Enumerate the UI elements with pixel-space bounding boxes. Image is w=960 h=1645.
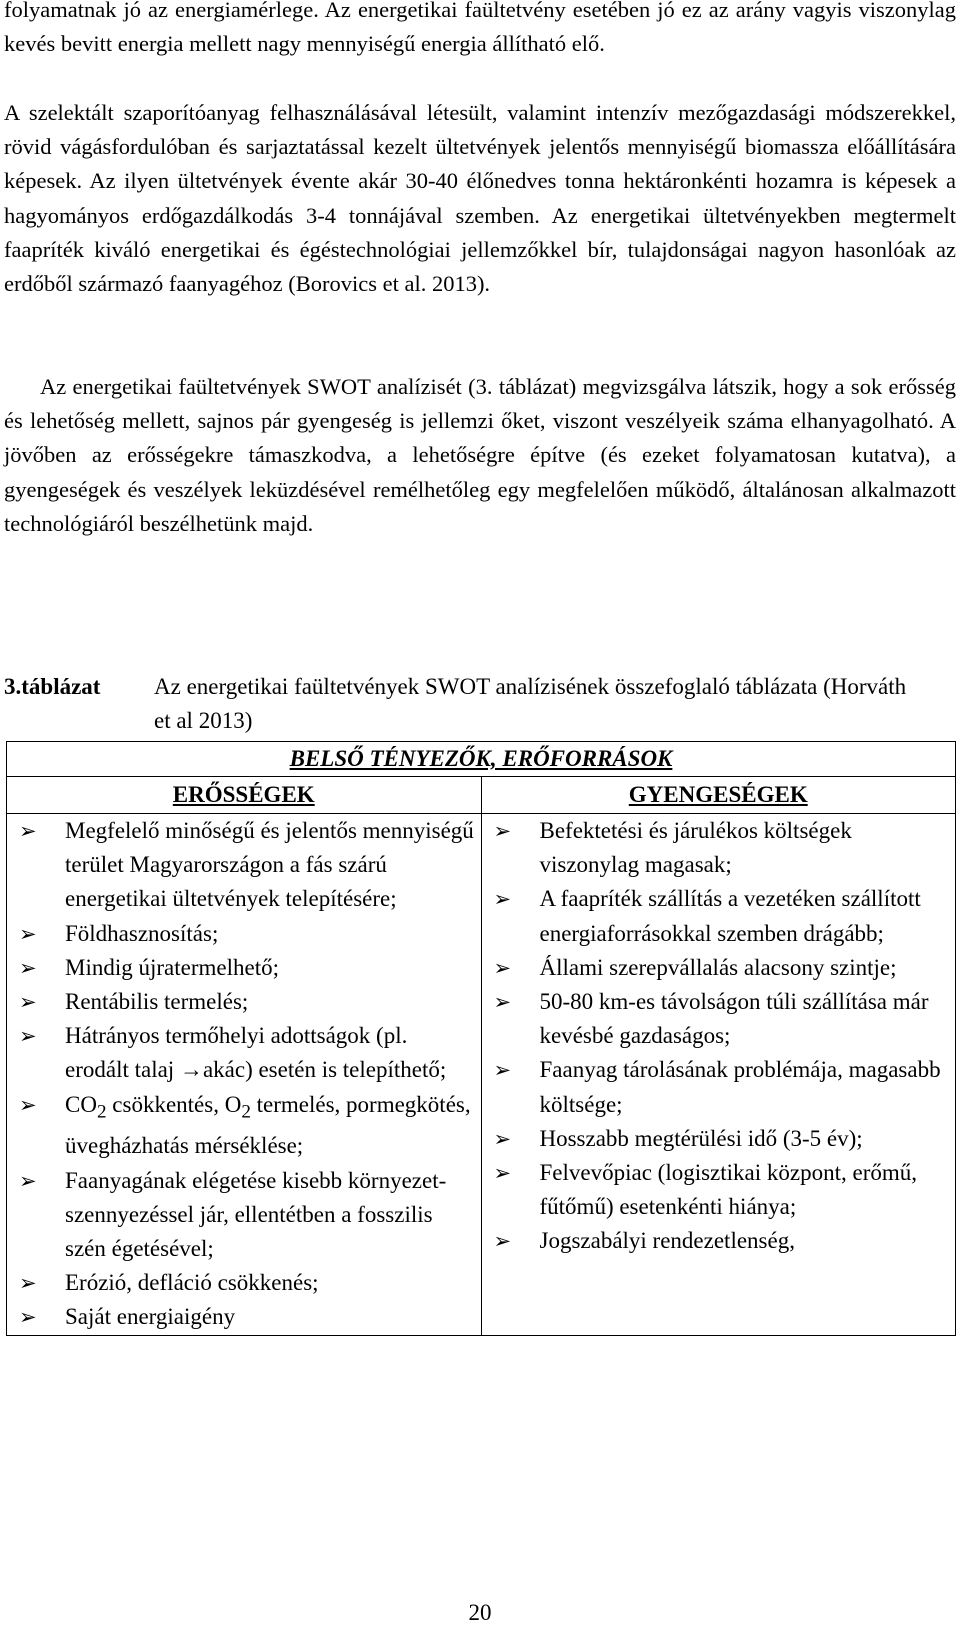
strengths-header: ERŐSSÉGEK	[7, 777, 482, 814]
weaknesses-list	[482, 814, 956, 1259]
table-caption-text: Az energetikai faültetvények SWOT analízisének összefoglaló táblázata (Horváth et al 2013)	[154, 674, 907, 733]
strength-item: ➢ $CO_2$ csökkentés, $O_2$ termelés, pormegkötés, üvegházhatás mérséklése;	[7, 1088, 475, 1164]
arrow-bullet-icon: ➢	[19, 921, 37, 946]
arrow-bullet-icon: ➢	[493, 1161, 512, 1186]
weakness-item: ➢ Hosszabb megtérülési idő (3-5 év);	[482, 1122, 950, 1156]
paragraph-swot-intro	[4, 370, 956, 541]
arrow-bullet-icon: ➢	[493, 887, 512, 912]
weaknesses-cell	[481, 814, 956, 1336]
weakness-item: ➢ Felvevőpiac (logisztikai központ, erőmű, fűtőmű) esetenkénti hiánya;	[482, 1156, 950, 1224]
swot-section-header: BELSŐ TÉNYEZŐK, ERŐFORRÁSOK	[7, 742, 956, 777]
weakness-item: ➢ Befektetési és járulékos költségek viszonylag magasak;	[482, 814, 950, 882]
arrow-bullet-icon: ➢	[493, 990, 512, 1015]
arrow-bullet-icon: ➢	[19, 1168, 37, 1193]
weakness-item: ➢ A faapríték szállítás a vezetéken szállított energiaforrásokkal szemben drágább;	[482, 882, 950, 950]
arrow-bullet-icon: ➢	[19, 1271, 37, 1296]
paragraph-plantations: A szelektált szaporítóanyag felhasználásával létesült, valamint intenzív mezőgazdasági módszerekkel, rövid vágásfordulóban és sarjaztatással kezelt ültetvények jelentős mennyiségű biomassza előállítására képesek. Az ilyen ültetvények évente akár 30-40 élőnedves tonna hektáronkénti hozamra is képesek a hagyományos erdőgazdálkodás 3-4 tonnájával szemben. Az energetikai ültetvényekben megtermelt faapríték kiváló energetikai és égéstechnológiai jellemzőkkel bír, tulajdonságai nagyon hasonlóak az erdőből származó faanyagéhoz (Borovics et al. 2013).	[4, 100, 956, 297]
arrow-bullet-icon: ➢	[493, 1126, 512, 1151]
weakness-item: ➢ Faanyag tárolásának problémája, magasabb költsége;	[482, 1053, 950, 1121]
paragraph-swot-intro-text: Az energetikai faültetvények SWOT analízisét (3. táblázat) megvizsgálva látszik, hogy a sok erősség és lehetőség mellett, sajnos pár gyengeség is jellemzi őket, viszont veszélyeik száma elhanyagolható. A jövőben az erősségekre támaszkodva, a lehetőségre építve (és ezeket folyamatosan kutatva), a gyengeségek és veszélyek leküzdésével remélhetőleg egy megfelelően működő, általánosan alkalmazott technológiáról beszélhetünk majd.	[4, 374, 956, 536]
weakness-item: ➢ 50-80 km-es távolságon túli szállítása már kevésbé gazdaságos;	[482, 985, 950, 1053]
weakness-item: ➢ Állami szerepvállalás alacsony szintje;	[482, 951, 950, 985]
arrow-bullet-icon: ➢	[493, 1058, 512, 1083]
arrow-bullet-icon: ➢	[19, 955, 37, 980]
arrow-bullet-icon: ➢	[493, 1229, 512, 1254]
table-caption-number: 3.táblázat	[4, 674, 101, 699]
arrow-bullet-icon: ➢	[19, 1024, 37, 1049]
weakness-item: ➢ Jogszabályi rendezetlenség,	[482, 1224, 950, 1258]
strength-item: ➢ Faanyagának elégetése kisebb környezet-szennyezéssel jár, ellentétben a fosszilis szén égetésével;	[7, 1164, 475, 1267]
strength-item: ➢ Mindig újratermelhető;	[7, 951, 475, 985]
arrow-bullet-icon: ➢	[493, 955, 512, 980]
swot-table	[6, 741, 956, 1336]
paragraph-energy-balance: folyamatnak jó az energiamérlege. Az energetikai faültetvény esetében jó ez az arány vagyis viszonylag kevés bevitt energia mellett nagy mennyiségű energia állítható elő.	[4, 0, 956, 57]
arrow-bullet-icon: ➢	[19, 990, 37, 1015]
strength-item: ➢ Rentábilis termelés;	[7, 985, 475, 1019]
arrow-bullet-icon: ➢	[19, 1092, 37, 1117]
strengths-list	[7, 814, 481, 1335]
arrow-bullet-icon: ➢	[19, 1305, 37, 1330]
arrow-bullet-icon: ➢	[19, 819, 37, 843]
weaknesses-header: GYENGESÉGEK	[481, 777, 956, 814]
strength-item: ➢ Hátrányos termőhelyi adottságok (pl. erodált talaj →akác) esetén is telepíthető;	[7, 1019, 475, 1087]
arrow-bullet-icon: ➢	[493, 819, 512, 843]
strength-item: ➢ Saját energiaigény	[7, 1300, 475, 1334]
strength-item: ➢ Földhasznosítás;	[7, 917, 475, 951]
page-number: 20	[468, 1600, 492, 1625]
strength-item: ➢ Megfelelő minőségű és jelentős mennyiségű terület Magyarországon a fás szárú energetikai ültetvények telepítésére;	[7, 814, 475, 917]
strengths-cell	[7, 814, 482, 1336]
strength-item: ➢ Erózió, defláció csökkenés;	[7, 1266, 475, 1300]
